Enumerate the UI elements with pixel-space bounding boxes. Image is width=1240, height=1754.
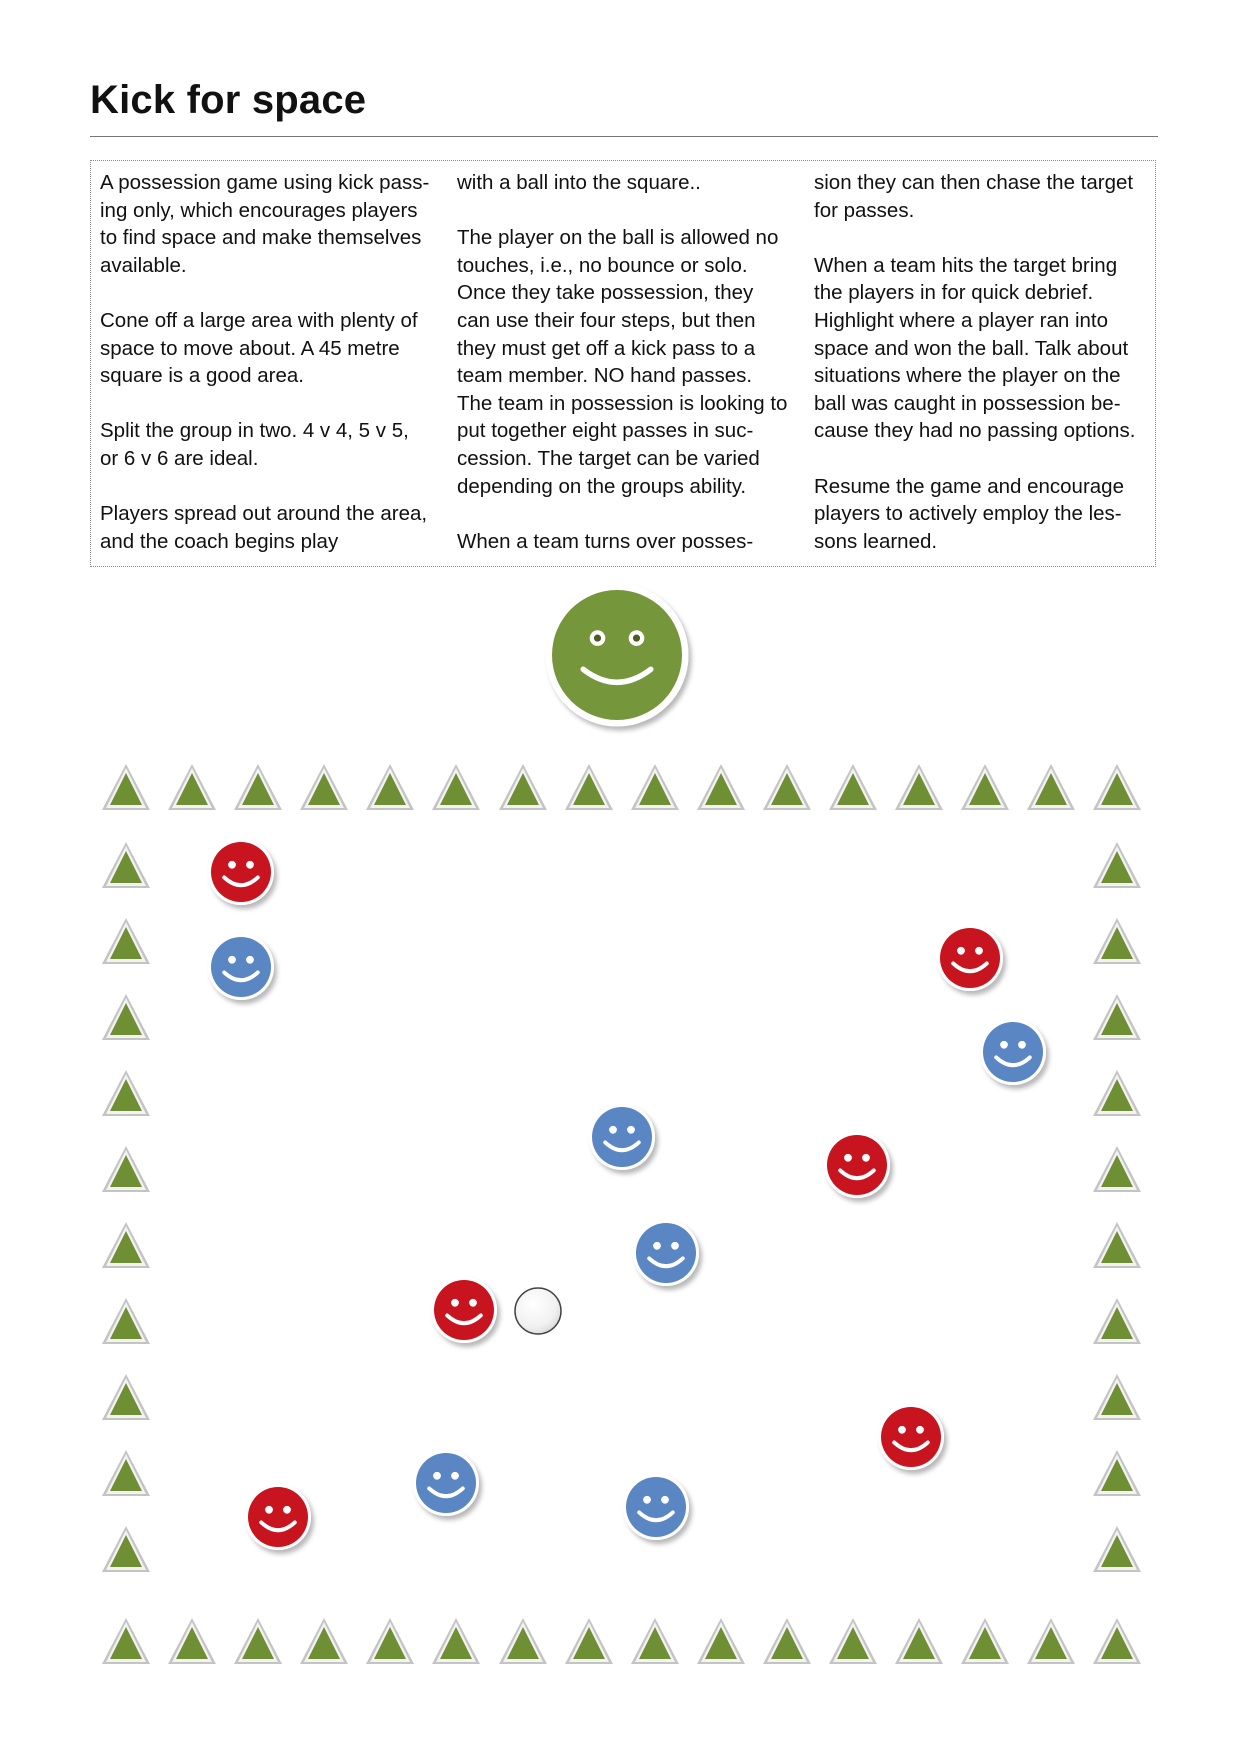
paragraph: The player on the ball is allowed no touches, i.e., no bounce or solo. Once they take possession, they can use their four steps, but then they must get off a kick pass to a team member. NO hand passes. The team in possession is looking to put together eight passes in suc-cession. The target can be varied depending on the groups ability. xyxy=(457,226,788,498)
blue-player-icon xyxy=(208,934,274,1000)
cone-icon xyxy=(102,1618,150,1664)
red-player-icon xyxy=(824,1132,890,1198)
cone-icon xyxy=(895,764,943,810)
cone-icon xyxy=(366,1618,414,1664)
blue-player-icon xyxy=(413,1450,479,1516)
cone-icon xyxy=(895,1618,943,1664)
cone-icon xyxy=(102,1450,150,1496)
paragraph: Split the group in two. 4 v 4, 5 v 5, or 6 v 6 are ideal. xyxy=(100,419,409,470)
cone-icon xyxy=(366,764,414,810)
cone-icon xyxy=(1093,1450,1141,1496)
cone-icon xyxy=(432,1618,480,1664)
cone-icon xyxy=(102,994,150,1040)
cone-icon xyxy=(1093,1146,1141,1192)
cone-icon xyxy=(631,764,679,810)
cone-icon xyxy=(1093,842,1141,888)
red-player-icon xyxy=(431,1277,497,1343)
cone-icon xyxy=(102,1070,150,1116)
paragraph: Cone off a large area with plenty of space to move about. A 45 metre square is a good area. xyxy=(100,308,418,388)
page-title: Kick for space xyxy=(90,78,367,122)
players-layer xyxy=(208,584,1046,1551)
cone-icon xyxy=(234,1618,282,1664)
cone-icon xyxy=(1093,1070,1141,1116)
cone-icon xyxy=(102,764,150,810)
cone-icon xyxy=(168,764,216,810)
cone-icon xyxy=(1093,1618,1141,1664)
cone-icon xyxy=(102,1526,150,1572)
cone-icon xyxy=(763,1618,811,1664)
cone-icon xyxy=(1093,1298,1141,1344)
cone-icon xyxy=(829,764,877,810)
cone-icon xyxy=(1093,764,1141,810)
cone-icon xyxy=(1093,1222,1141,1268)
red-player-icon xyxy=(878,1404,944,1470)
cone-icon xyxy=(300,764,348,810)
paragraph: with a ball into the square.. xyxy=(457,171,701,194)
cone-icon xyxy=(499,1618,547,1664)
ball-icon xyxy=(515,1288,561,1334)
cone-icon xyxy=(234,764,282,810)
blue-player-icon xyxy=(980,1019,1046,1085)
paragraph: Players spread out around the area, and the coach begins play xyxy=(100,502,428,553)
coach-smiley-icon xyxy=(546,584,689,727)
paragraph: When a team turns over posses- xyxy=(457,529,754,553)
cone-icon xyxy=(499,764,547,810)
cone-icon xyxy=(1027,764,1075,810)
cone-icon xyxy=(961,764,1009,810)
cone-icon xyxy=(763,764,811,810)
cone-icon xyxy=(102,918,150,964)
cone-icon xyxy=(102,842,150,888)
cone-icon xyxy=(565,764,613,810)
paragraph: sion they can then chase the target for passes. xyxy=(814,171,1134,222)
paragraph: A possession game using kick pass-ing only, which encourages players to find space and make themselves available. xyxy=(100,171,430,277)
cone-icon xyxy=(1093,918,1141,964)
blue-player-icon xyxy=(589,1104,655,1170)
cone-icon xyxy=(1093,994,1141,1040)
cone-icon xyxy=(1093,1526,1141,1572)
red-player-icon xyxy=(937,925,1003,991)
cone-icon xyxy=(300,1618,348,1664)
red-player-icon xyxy=(208,839,274,905)
cone-icon xyxy=(102,1374,150,1420)
cone-icon xyxy=(102,1298,150,1344)
cone-icon xyxy=(697,764,745,810)
cone-icon xyxy=(102,1146,150,1192)
paragraph: When a team hits the target bring the players in for quick debrief. Highlight where a player ran into space and won the ball. Talk about situations where the player on the ball was caught in possession be-cause they had no passing options. xyxy=(814,253,1136,443)
blue-player-icon xyxy=(623,1474,689,1540)
cone-icon xyxy=(565,1618,613,1664)
cone-icon xyxy=(961,1618,1009,1664)
cone-icon xyxy=(1027,1618,1075,1664)
red-player-icon xyxy=(245,1484,311,1550)
cone-icon xyxy=(829,1618,877,1664)
blue-player-icon xyxy=(633,1220,699,1286)
cone-icon xyxy=(432,764,480,810)
cone-icon xyxy=(631,1618,679,1664)
cone-icon xyxy=(697,1618,745,1664)
cone-icon xyxy=(102,1222,150,1268)
cone-icon xyxy=(1093,1374,1141,1420)
cone-icon xyxy=(168,1618,216,1664)
paragraph: Resume the game and encourage players to actively employ the les-sons learned. xyxy=(814,474,1124,553)
